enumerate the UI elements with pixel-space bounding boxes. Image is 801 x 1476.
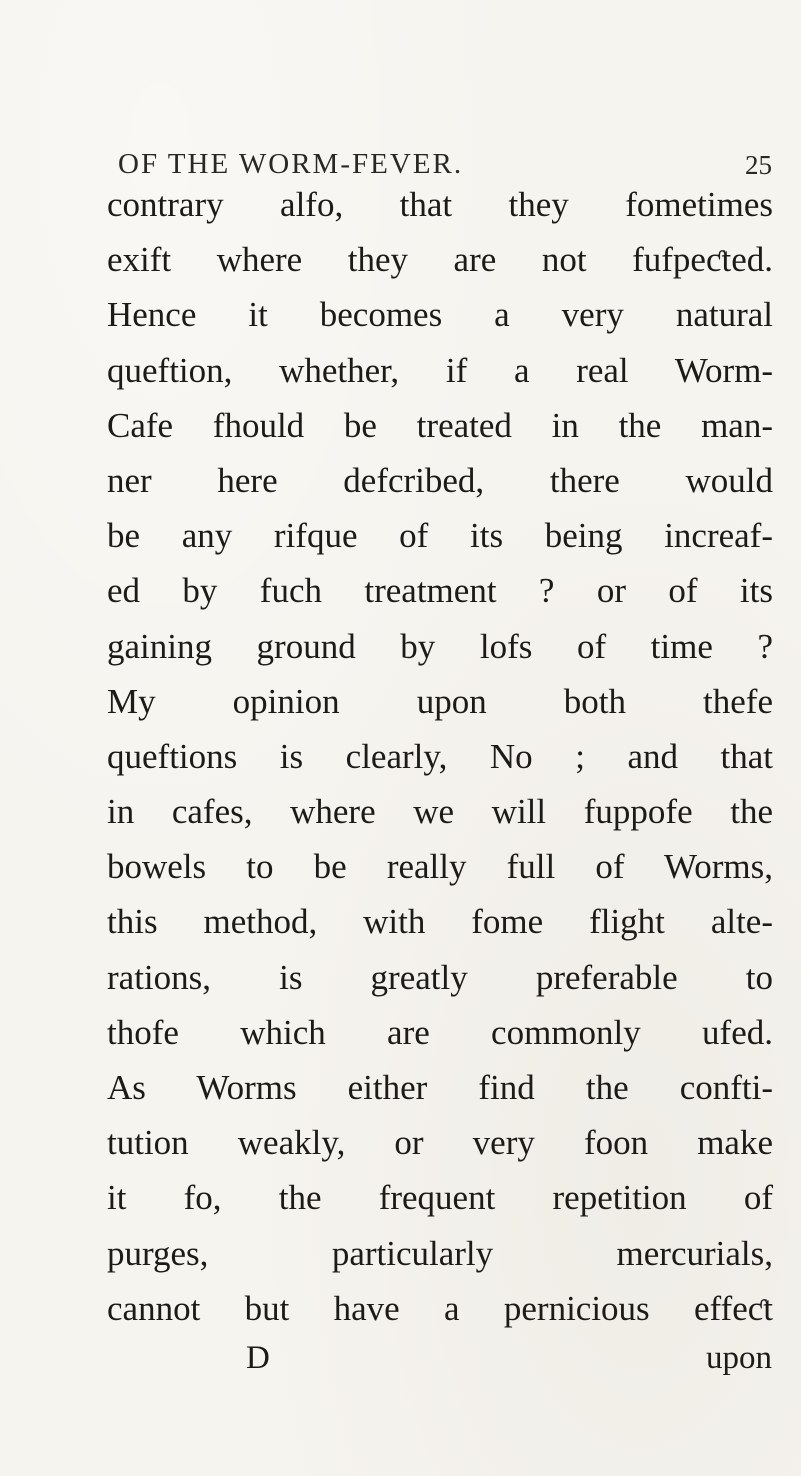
text-line: My opinion upon both thefe (107, 681, 773, 721)
text-line: Cafe fhould be treated in the man- (107, 405, 773, 445)
text-line: it fo, the frequent repetition of (107, 1178, 773, 1218)
text-line: Hence it becomes a very natural (107, 295, 773, 335)
text-line: rations, is greatly preferable to (107, 957, 773, 997)
signature-mark: D (246, 1340, 270, 1376)
page-number: 25 (745, 150, 772, 180)
catchword: upon (706, 1340, 772, 1376)
text-line: As Worms either find the confti- (107, 1068, 773, 1107)
text-line: contrary alfo, that they fometimes (107, 185, 773, 224)
text-line: ed by fuch treatment ? or of its (107, 571, 773, 611)
text-line: in cafes, where we will fuppofe the (107, 792, 773, 832)
text-line: thofe which are commonly ufed. (107, 1012, 773, 1052)
text-line: bowels to be really full of Worms, (107, 847, 773, 887)
text-line: cannot but have a pernicious effeƈt (107, 1288, 773, 1328)
text-line: tution weakly, or very foon make (107, 1123, 773, 1163)
body-text (107, 177, 773, 1336)
running-head: OF THE WORM-FEVER. (118, 148, 464, 180)
text-line: ner here defcribed, there would (107, 460, 773, 500)
text-line: queftion, whether, if a real Worm- (107, 350, 773, 390)
text-line: queftions is clearly, No ; and that (107, 736, 773, 776)
text-line: exift where they are not fufpeƈted. (107, 240, 773, 280)
text-line: gaining ground by lofs of time ? (107, 626, 773, 666)
text-line: purges, particularly mercurials, (107, 1233, 773, 1273)
page-footer (0, 1340, 801, 1388)
text-line: this method, with fome flight alte- (107, 902, 773, 942)
text-line: be any rifque of its being increaf- (107, 516, 773, 556)
